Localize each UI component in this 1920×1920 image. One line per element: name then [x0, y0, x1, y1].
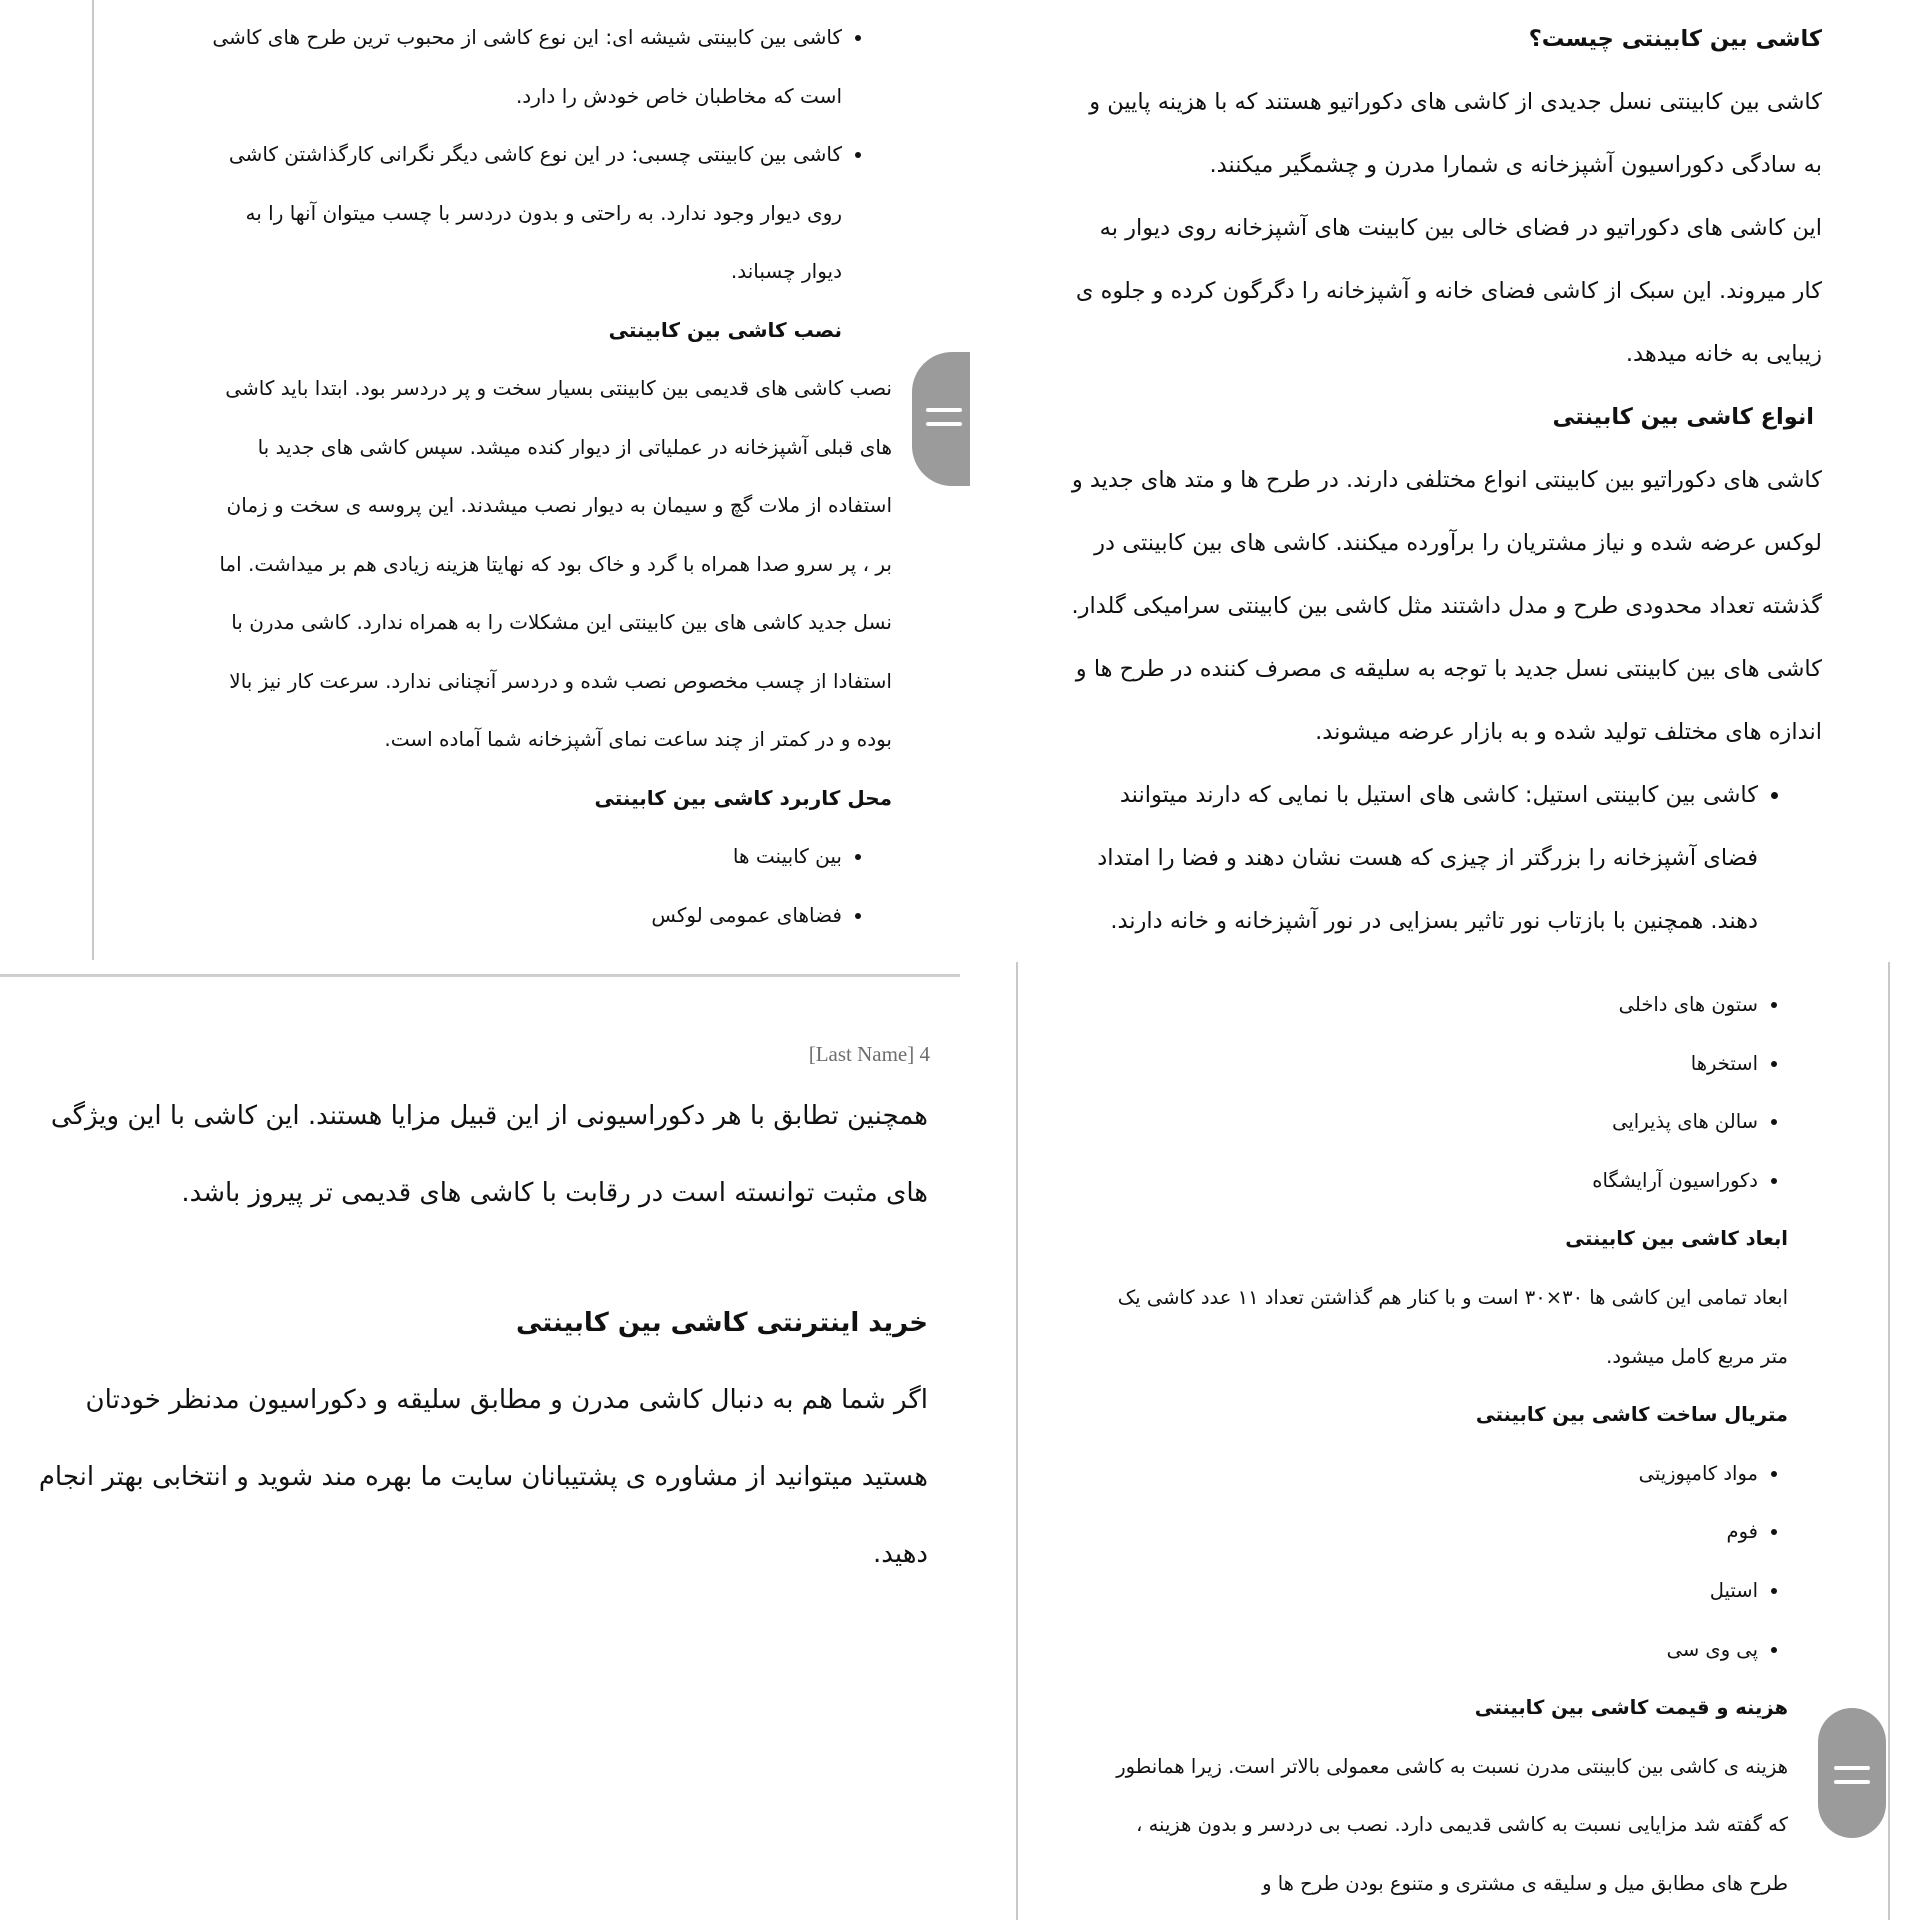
section-heading-cost: هزینه و قیمت کاشی بین کابینتی [1474, 1696, 1788, 1720]
purchase-paragraph: اگر شما هم به دنبال کاشی مدرن و مطابق سلیقه و دکوراسیون مدنظر خودتان هستید میتوانید از مشاوره ی پشتیبانان سایت ما بهره مند شوید و انتخابی بهتر انجام دهید. [38, 1385, 928, 1569]
document-page-bottom-left [0, 978, 960, 1920]
list-item: • پی وی سی [1113, 1621, 1758, 1680]
types-list [1070, 764, 1822, 953]
usage-paragraph: این کاشی های دکوراتیو در فضای خالی بین کابینت های آشپزخانه روی دیوار به کار میروند. این سبک از کاشی فضای خانه و آشپزخانه را دگرگون کرده و جلوه ی زیبایی به خانه میدهد. [1075, 215, 1822, 367]
list-item: • بین کابینت ها [204, 827, 842, 886]
scroll-handle-bottom[interactable] [1818, 1708, 1886, 1838]
page-title: کاشی بین کابینتی چیست؟ [1528, 26, 1822, 52]
intro-paragraph: کاشی بین کابینتی نسل جدیدی از کاشی های دکوراتیو هستند که با هزینه پایین و به سادگی دکوراسیون آشپزخانه ی شمارا مدرن و چشمگیر میکنند. [1089, 89, 1822, 178]
section-heading-usage: محل کاربرد کاشی بین کابینتی [594, 785, 892, 810]
section-heading-install: نصب کاشی بین کابینتی [608, 317, 842, 342]
section-heading-dimensions: ابعاد کاشی بین کابینتی [1565, 1227, 1788, 1251]
page-content [24, 1078, 928, 1593]
list-item: • مواد کامپوزیتی [1113, 1445, 1758, 1504]
types-list-continued [204, 8, 892, 301]
list-item-adhesive: • کاشی بین کابینتی چسبی: در این نوع کاشی دیگر نگرانی کارگذاشتن کاشی روی دیوار وجود ندارد. به راحتی و بدون دردسر با چسب میتوان آنها را به دیوار چسباند. [204, 125, 842, 301]
list-item-steel: • کاشی بین کابینتی استیل: کاشی های استیل با نمایی که دارند میتوانند فضای آشپزخانه را بزرگتر از چیزی که هست نشان دهند و فضا را امتداد دهند. همچنین با بازتاب نور تاثیر بسزایی در نور آشپزخانه و خانه دارند. [1070, 764, 1758, 953]
scroll-handle-top[interactable] [912, 352, 970, 486]
list-item: • دکوراسیون آرایشگاه [1113, 1152, 1758, 1211]
list-item: • استخرها [1113, 1035, 1758, 1094]
dimensions-paragraph: ابعاد تمامی این کاشی ها ۳۰×۳۰ است و با کنار هم گذاشتن تعداد ۱۱ عدد کاشی یک متر مربع کامل میشود. [1117, 1285, 1788, 1368]
list-item: • استیل [1113, 1562, 1758, 1621]
benefits-paragraph: همچنین تطابق با هر دکوراسیونی از این قبیل مزایا هستند. این کاشی با این ویژگی های مثبت توانسته است در رقابت با کاشی های قدیمی تر پیروز باشد. [50, 1101, 928, 1208]
grip-line-icon [926, 422, 962, 426]
page-right-edge-bottom-right [1888, 962, 1890, 1920]
document-page-top-right [1010, 0, 1840, 960]
section-heading-material: متریال ساخت کاشی بین کابینتی [1475, 1403, 1788, 1427]
grip-line-icon [926, 408, 962, 412]
list-item: • ستون های داخلی [1113, 976, 1758, 1035]
cost-paragraph: هزینه ی کاشی بین کابینتی مدرن نسبت به کاشی معمولی بالاتر است. زیرا همانطور که گفته شد مزایایی نسبت به کاشی قدیمی دارد. نصب بی دردسر و بدون هزینه ، طرح های مطابق میل و سلیقه ی مشتری و متنوع بودن طرح ها و [1116, 1754, 1788, 1895]
list-item: • فضاهای عمومی لوکس [204, 886, 842, 945]
list-item-glass: • کاشی بین کابینتی شیشه ای: این نوع کاشی از محبوب ترین طرح های کاشی است که مخاطبان خاص خودش را دارد. [204, 8, 842, 125]
page-header: [Last Name] 4 [808, 1042, 930, 1066]
document-page-bottom-right [1018, 962, 1888, 1920]
usage-list-continued [1113, 976, 1788, 1210]
section-heading-types: انواع کاشی بین کابینتی [1552, 404, 1814, 430]
page-divider-horizontal [0, 974, 960, 977]
page-content [1070, 8, 1822, 953]
list-item: • سالن های پذیرایی [1113, 1093, 1758, 1152]
page-content [204, 8, 892, 944]
document-page-top-left [94, 0, 960, 960]
types-paragraph: کاشی های دکوراتیو بین کابینتی انواع مختلفی دارند. در طرح ها و متد های جدید و لوکس عرضه شده و نیاز مشتریان را برآورده میکنند. کاشی های بین کابینتی در گذشته تعداد محدودی طرح و مدل داشتند مثل کاشی بین کابینتی سرامیکی گلدار. کاشی های بین کابینتی نسل جدید با توجه به سلیقه ی مصرف کننده در طرح ها و اندازه های مختلف تولید شده و به بازار عرضه میشوند. [1071, 467, 1822, 745]
grip-line-icon [1834, 1780, 1870, 1784]
install-paragraph: نصب کاشی های قدیمی بین کابینتی بسیار سخت و پر دردسر بود. ابتدا باید کاشی های قبلی آشپزخانه در عملیاتی از دیوار کنده میشد. سپس کاشی های جدید با استفاده از ملات گچ و سیمان به دیوار نصب میشدند. این پروسه ی سخت و زمان بر ، پر سرو صدا همراه با گرد و خاک بود که نهایتا هزینه زیادی هم بر میداشت. اما نسل جدید کاشی های بین کابینتی این مشکلات را به همراه ندارد. کاشی مدرن با استفادا از چسب مخصوص نصب شده و دردسر آنچنانی ندارد. سرعت کار نیز بالا بوده و در کمتر از چند ساعت نمای آشپزخانه شما آماده است. [219, 376, 892, 751]
list-item: • فوم [1113, 1503, 1758, 1562]
usage-list [204, 827, 892, 944]
material-list [1113, 1445, 1788, 1679]
page-content [1113, 976, 1788, 1914]
grip-line-icon [1834, 1766, 1870, 1770]
section-heading-online-purchase: خرید اینترنتی کاشی بین کابینتی [516, 1308, 928, 1338]
